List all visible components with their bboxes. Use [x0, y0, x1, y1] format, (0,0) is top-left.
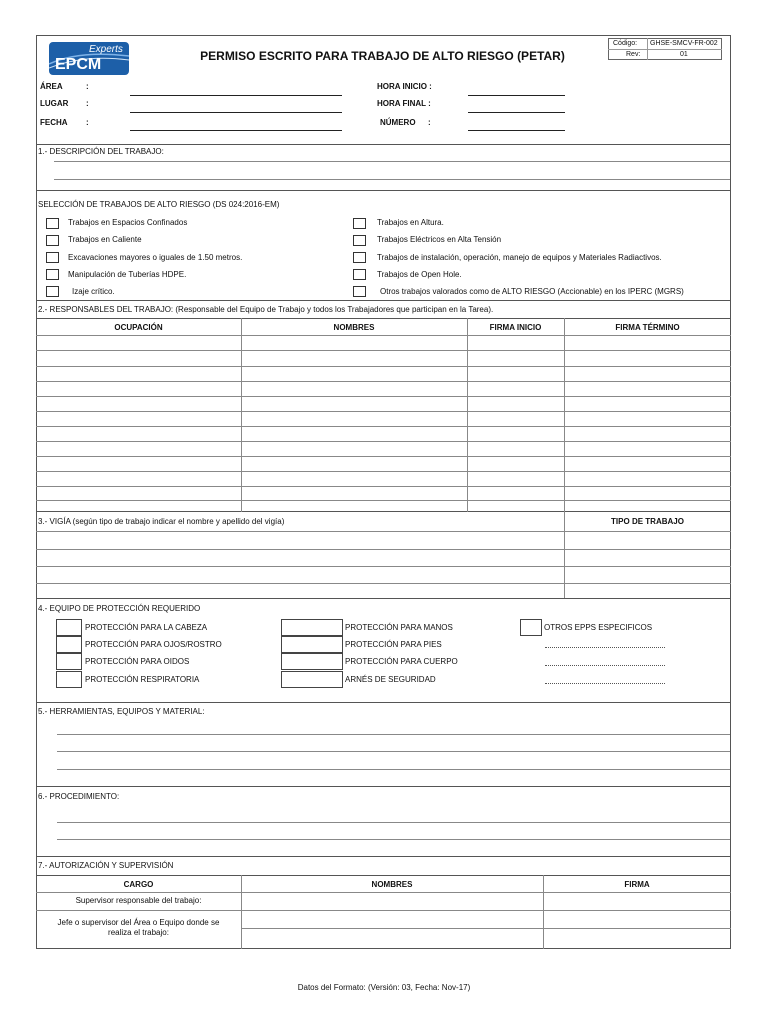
- herramientas-line-2[interactable]: [57, 751, 730, 752]
- ppe-checkbox-otros[interactable]: [520, 619, 542, 636]
- responsables-table: [36, 318, 731, 512]
- th-cargo: CARGO: [123, 880, 154, 889]
- ppe-checkbox-oidos[interactable]: [56, 653, 82, 670]
- description-line-1[interactable]: [54, 161, 730, 162]
- lugar-field[interactable]: [130, 112, 342, 113]
- area-field[interactable]: [130, 95, 342, 96]
- selection-title: SELECCIÓN DE TRABAJOS DE ALTO RIESGO (DS 024:2016-EM): [38, 200, 280, 209]
- hora-final-field[interactable]: [468, 112, 565, 113]
- ppe-checkbox-cabeza[interactable]: [56, 619, 82, 636]
- procedimiento-line-1[interactable]: [57, 822, 730, 823]
- checkbox-espacios-confinados[interactable]: [46, 218, 59, 229]
- ppe-checkbox-arnes[interactable]: [281, 671, 343, 688]
- ppe-checkbox-pies[interactable]: [281, 636, 343, 653]
- section4-title: 4.- EQUIPO DE PROTECCIÓN REQUERIDO: [38, 604, 201, 613]
- fecha-field[interactable]: [130, 130, 342, 131]
- checkbox-trabajos-caliente[interactable]: [46, 235, 59, 246]
- otros-epps-line-2[interactable]: [545, 665, 665, 666]
- section5-title: 5.- HERRAMIENTAS, EQUIPOS Y MATERIAL:: [38, 707, 205, 716]
- hora-inicio-field[interactable]: [468, 95, 565, 96]
- section2-title: 2.- RESPONSABLES DEL TRABAJO: (Responsable del Equipo de Trabajo y todos los Trabajadores que participan en la Tarea).: [38, 305, 494, 314]
- checkbox-izaje-critico[interactable]: [46, 286, 59, 297]
- checkbox-alta-tension[interactable]: [353, 235, 366, 246]
- otros-epps-line-3[interactable]: [545, 683, 665, 684]
- area-colon: :: [86, 82, 89, 91]
- rev-label: Rev:: [626, 51, 641, 58]
- herramientas-line-1[interactable]: [57, 734, 730, 735]
- section7-title: 7.- AUTORIZACIÓN Y SUPERVISIÓN: [38, 861, 174, 870]
- th-ocupacion: OCUPACIÓN: [114, 323, 163, 332]
- ppe-checkbox-ojos[interactable]: [56, 636, 82, 653]
- ppe-label-cabeza: PROTECCIÓN PARA LA CABEZA: [85, 623, 208, 632]
- label-trabajos-altura: Trabajos en Altura.: [377, 218, 444, 227]
- ppe-label-oidos: PROTECCIÓN PARA OIDOS: [85, 657, 190, 666]
- ppe-label-respiratoria: PROTECCIÓN RESPIRATORIA: [85, 675, 200, 684]
- fecha-colon: :: [86, 118, 89, 127]
- th-nombres: NOMBRES: [333, 323, 375, 332]
- lugar-colon: :: [86, 99, 89, 108]
- label-excavaciones: Excavaciones mayores o iguales de 1.50 metros.: [68, 253, 243, 262]
- label-espacios-confinados: Trabajos en Espacios Confinados: [68, 218, 188, 227]
- description-line-2[interactable]: [54, 179, 730, 180]
- jefe-area-label-2: realiza el trabajo:: [108, 928, 169, 937]
- ppe-label-otros: OTROS EPPS ESPECIFICOS: [544, 623, 653, 632]
- ppe-checkbox-cuerpo[interactable]: [281, 653, 343, 670]
- label-alta-tension: Trabajos Eléctricos en Alta Tensión: [377, 235, 502, 244]
- th-firma-termino: FIRMA TÉRMINO: [615, 323, 680, 332]
- codigo-value: GHSE-SMCV-FR-002: [650, 40, 718, 47]
- herramientas-line-3[interactable]: [57, 769, 730, 770]
- company-logo: [49, 42, 129, 75]
- hora-inicio-label: HORA INICIO :: [377, 82, 432, 91]
- ppe-label-manos: PROTECCIÓN PARA MANOS: [345, 623, 453, 632]
- section6-title: 6.- PROCEDIMIENTO:: [38, 792, 120, 801]
- th-firma-inicio: FIRMA INICIO: [489, 323, 542, 332]
- label-tuberias-hdpe: Manipulación de Tuberías HDPE.: [68, 270, 187, 279]
- area-label: ÁREA: [40, 82, 63, 91]
- label-izaje-critico: Izaje crítico.: [72, 287, 115, 296]
- checkbox-trabajos-altura[interactable]: [353, 218, 366, 229]
- checkbox-materiales-radiactivos[interactable]: [353, 252, 366, 263]
- fecha-label: FECHA: [40, 118, 68, 127]
- page-title: PERMISO ESCRITO PARA TRABAJO DE ALTO RIESGO (PETAR): [200, 49, 565, 63]
- otros-epps-line-1[interactable]: [545, 647, 665, 648]
- rev-value: 01: [680, 51, 688, 58]
- checkbox-otros-trabajos[interactable]: [353, 286, 366, 297]
- logo-main-text: EPCM: [55, 56, 102, 73]
- numero-label: NÚMERO: [380, 118, 416, 127]
- label-materiales-radiactivos: Trabajos de instalación, operación, manejo de equipos y Materiales Radiactivos.: [377, 253, 662, 262]
- numero-colon: :: [428, 118, 431, 127]
- lugar-label: LUGAR: [40, 99, 69, 108]
- section1-title: 1.- DESCRIPCIÓN DEL TRABAJO:: [38, 147, 164, 156]
- checkbox-open-hole[interactable]: [353, 269, 366, 280]
- label-trabajos-caliente: Trabajos en Caliente: [68, 235, 142, 244]
- checkbox-excavaciones[interactable]: [46, 252, 59, 263]
- ppe-checkbox-respiratoria[interactable]: [56, 671, 82, 688]
- codigo-label: Código:: [613, 40, 638, 47]
- procedimiento-line-2[interactable]: [57, 839, 730, 840]
- tipo-trabajo-header: TIPO DE TRABAJO: [611, 517, 684, 526]
- hora-final-label: HORA FINAL :: [377, 99, 431, 108]
- ppe-label-pies: PROTECCIÓN PARA PIES: [345, 640, 442, 649]
- supervisor-responsable-label: Supervisor responsable del trabajo:: [75, 896, 202, 905]
- checkbox-tuberias-hdpe[interactable]: [46, 269, 59, 280]
- ppe-label-cuerpo: PROTECCIÓN PARA CUERPO: [345, 657, 458, 666]
- jefe-area-label-1: Jefe o supervisor del Área o Equipo donde se: [57, 918, 220, 927]
- ppe-label-ojos: PROTECCIÓN PARA OJOS/ROSTRO: [85, 640, 222, 649]
- label-open-hole: Trabajos de Open Hole.: [377, 270, 462, 279]
- footer-format-data: Datos del Formato: (Versión: 03, Fecha: Nov-17): [297, 983, 471, 992]
- numero-field[interactable]: [468, 130, 565, 131]
- section3-title: 3.- VIGÍA (según tipo de trabajo indicar el nombre y apellido del vigía): [38, 517, 285, 526]
- ppe-checkbox-manos[interactable]: [281, 619, 343, 636]
- label-otros-trabajos: Otros trabajos valorados como de ALTO RIESGO (Accionable) en los IPERC (MGRS): [380, 287, 684, 296]
- ppe-label-arnes: ARNÉS DE SEGURIDAD: [345, 675, 436, 684]
- logo-top-text: Experts: [89, 44, 123, 55]
- th-firma: FIRMA: [624, 880, 650, 889]
- th-nombres-aut: NOMBRES: [371, 880, 413, 889]
